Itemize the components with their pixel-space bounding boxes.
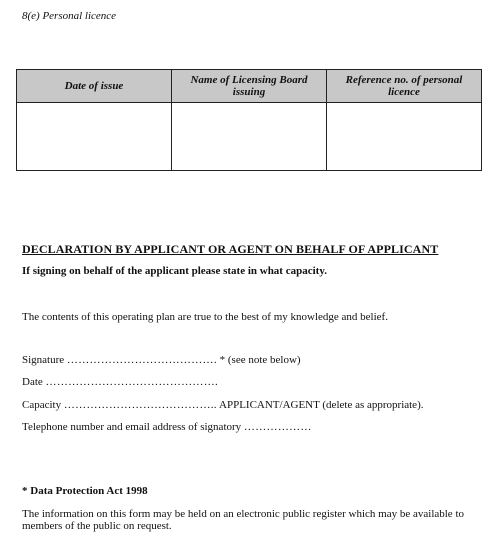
date-label: Date bbox=[22, 376, 43, 388]
telephone-line bbox=[22, 421, 312, 433]
capacity-note: APPLICANT/AGENT (delete as appropriate). bbox=[219, 399, 424, 411]
signature-field[interactable]: …………………………………. bbox=[66, 354, 217, 366]
capacity-label: Capacity bbox=[22, 399, 62, 411]
date-of-issue-cell[interactable] bbox=[17, 103, 172, 171]
signature-label: Signature bbox=[22, 354, 65, 366]
telephone-field[interactable]: ……………… bbox=[243, 421, 312, 433]
column-header-date-of-issue: Date of issue bbox=[17, 70, 172, 103]
table-row bbox=[17, 103, 482, 171]
signature-line bbox=[22, 354, 301, 366]
table-header-row bbox=[17, 70, 482, 103]
personal-licence-table bbox=[16, 69, 482, 171]
declaration-title: DECLARATION BY APPLICANT OR AGENT ON BEHALF OF APPLICANT bbox=[22, 242, 439, 256]
data-protection-text: The information on this form may be held on an electronic public register which may be available to members of the public on request. bbox=[22, 508, 464, 532]
signature-note: * (see note below) bbox=[219, 354, 301, 366]
declaration-statement: The contents of this operating plan are true to the best of my knowledge and belief. bbox=[22, 311, 388, 323]
telephone-label: Telephone number and email address of signatory bbox=[22, 421, 242, 433]
licensing-board-cell[interactable] bbox=[172, 103, 327, 171]
declaration-subtitle: If signing on behalf of the applicant please state in what capacity. bbox=[22, 265, 327, 277]
capacity-field[interactable]: ………………………………….. bbox=[63, 399, 217, 411]
section-heading: 8(e) Personal licence bbox=[22, 10, 117, 22]
date-line bbox=[22, 376, 218, 388]
reference-no-cell[interactable] bbox=[327, 103, 482, 171]
column-header-reference-no: Reference no. of personal licence bbox=[327, 70, 482, 103]
date-field[interactable]: ………………………………………. bbox=[45, 376, 219, 388]
data-protection-title: * Data Protection Act 1998 bbox=[22, 485, 148, 497]
capacity-line bbox=[22, 399, 423, 411]
column-header-licensing-board: Name of Licensing Board issuing bbox=[172, 70, 327, 103]
